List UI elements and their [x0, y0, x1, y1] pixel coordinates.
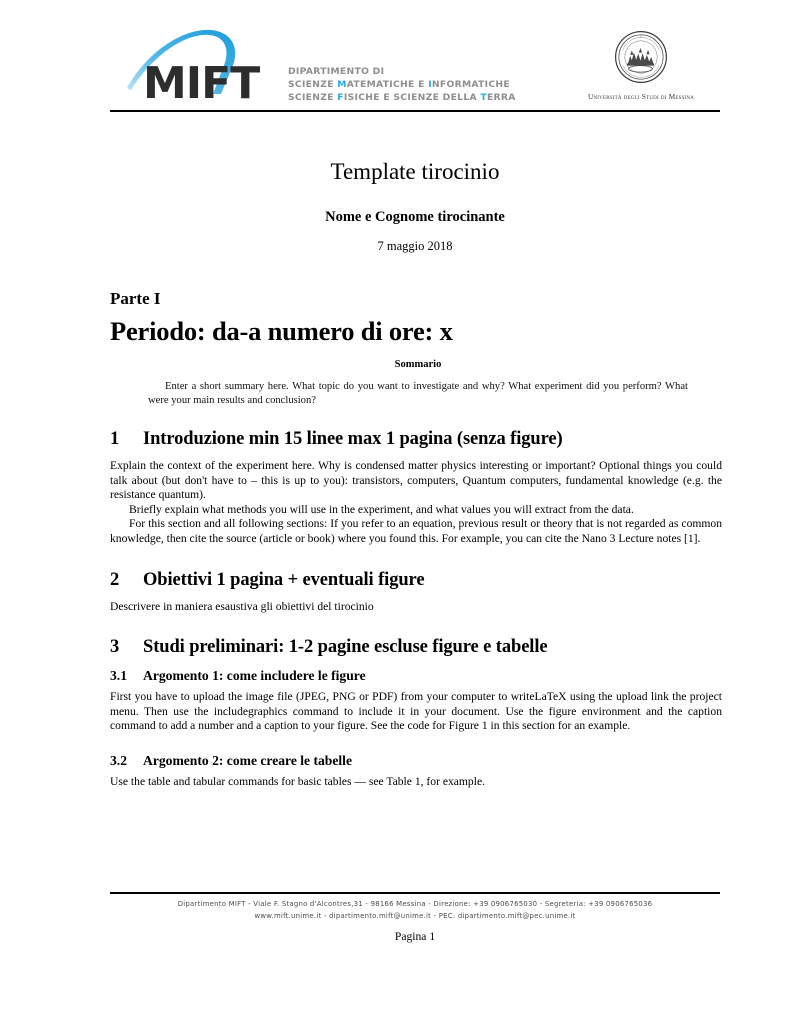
mift-department-lines	[288, 65, 516, 104]
mift-wordmark: MIFT	[143, 58, 260, 109]
section-title: Studi preliminari: 1-2 pagine escluse figure e tabelle	[143, 637, 548, 658]
abstract-block	[148, 358, 688, 407]
section-paragraph: Briefly explain what methods you will use in the experiment, and what values you will extract from the data.	[129, 502, 634, 516]
abstract-heading: Sommario	[394, 359, 442, 370]
title-block	[110, 158, 720, 254]
subsection-3.2	[110, 752, 722, 790]
section-heading	[110, 569, 722, 592]
section-paragraph: For this section and all following sections: If you refer to an equation, previous result or theory that is not regarded as common knowledge, then cite the source (article or book) where you found this. For example, you can cite the Nano 3 Lecture notes [1].	[110, 517, 722, 545]
mift-highlight-letter: I	[428, 79, 432, 90]
mift-highlight-letter: M	[337, 79, 347, 90]
mift-logo	[125, 26, 516, 110]
header-divider	[110, 110, 720, 112]
footer-line-2: www.mift.unime.it - dipartimento.mift@unime.it - PEC: dipartimento.mift@pec.unime.it	[254, 911, 576, 920]
document-content	[110, 428, 722, 812]
page-header	[110, 22, 720, 110]
subsection-3.1	[110, 667, 722, 734]
document-date: 7 maggio 2018	[377, 239, 453, 253]
subsection-heading	[110, 667, 722, 684]
section-3	[110, 636, 722, 789]
footer-divider	[110, 892, 720, 894]
mift-department-text: ISICHE E SCIENZE DELLA	[343, 92, 481, 103]
section-2	[110, 569, 722, 615]
section-number: 1	[110, 429, 120, 449]
mift-department-text: ATEMATICHE E	[346, 79, 429, 90]
subsection-paragraph: First you have to upload the image file (JPEG, PNG or PDF) from your computer to writeLaTeX using the upload link the project menu. Then use the includegraphics command to include it in your document. Use the figure environment and the caption command to add a number and a caption to your figure. See the code for Figure 1 in this section for an example.	[110, 690, 722, 733]
mift-department-text: ERRA	[486, 92, 516, 103]
page-number: Pagina 1	[394, 930, 436, 943]
section-title: Obiettivi 1 pagina + eventuali figure	[143, 569, 425, 590]
subsection-heading	[110, 752, 722, 769]
footer-contact	[110, 899, 720, 922]
document-author: Nome e Cognome tirocinante	[325, 209, 505, 225]
section-title: Introduzione min 15 linee max 1 pagina (senza figure)	[143, 429, 563, 449]
section-paragraph: Explain the context of the experiment here. Why is condensed matter physics interesting or important? Optional things you could talk about (but don't have to – this is up to you): transistors, computers, Quantum computers, fundamental knowledge (e.g. the resistance quantum).	[110, 459, 722, 502]
section-number: 2	[110, 569, 120, 590]
mift-highlight-letter: T	[480, 92, 487, 103]
university-caption: Università degli Studi di Messina	[587, 92, 695, 101]
mift-department-text: DIPARTIMENTO DI	[288, 66, 385, 77]
mift-highlight-letter: F	[337, 92, 344, 103]
section-heading	[110, 636, 722, 659]
mift-department-line	[288, 65, 516, 78]
part-label: Parte I	[110, 289, 161, 308]
document-title: Template tirocinio	[330, 159, 500, 184]
section-number: 3	[110, 637, 120, 658]
part-title: Periodo: da-a numero di ore: x	[110, 316, 453, 346]
part-block	[110, 288, 720, 347]
mift-department-text: SCIENZE	[288, 92, 338, 103]
svg-text:I: I	[640, 34, 642, 39]
subsection-title: Argomento 1: come includere le figure	[143, 668, 366, 684]
mift-department-line	[288, 91, 516, 104]
university-logo	[562, 30, 720, 101]
mift-department-text: SCIENZE	[288, 79, 338, 90]
subsection-title: Argomento 2: come creare le tabelle	[143, 752, 352, 768]
mift-department-line	[288, 78, 516, 91]
section-1	[110, 428, 722, 547]
section-paragraph: Descrivere in maniera esaustiva gli obiettivi del tirocinio	[110, 599, 374, 613]
footer-line-1: Dipartimento MIFT - Viale F. Stagno d'Alcontres,31 - 98166 Messina - Direzione: +39 0906765030 - Segreteria: +39 0906765036	[177, 900, 653, 908]
abstract-body: Enter a short summary here. What topic do you want to investigate and why? What experiment did you perform? What were your main results and conclusion?	[148, 381, 688, 406]
subsection-number: 3.2	[110, 752, 127, 768]
mift-department-text: NFORMATICHE	[431, 79, 510, 90]
university-seal-icon	[614, 30, 668, 84]
section-heading	[110, 428, 722, 451]
subsection-number: 3.1	[110, 668, 127, 684]
subsection-paragraph: Use the table and tabular commands for basic tables — see Table 1, for example.	[110, 774, 485, 788]
